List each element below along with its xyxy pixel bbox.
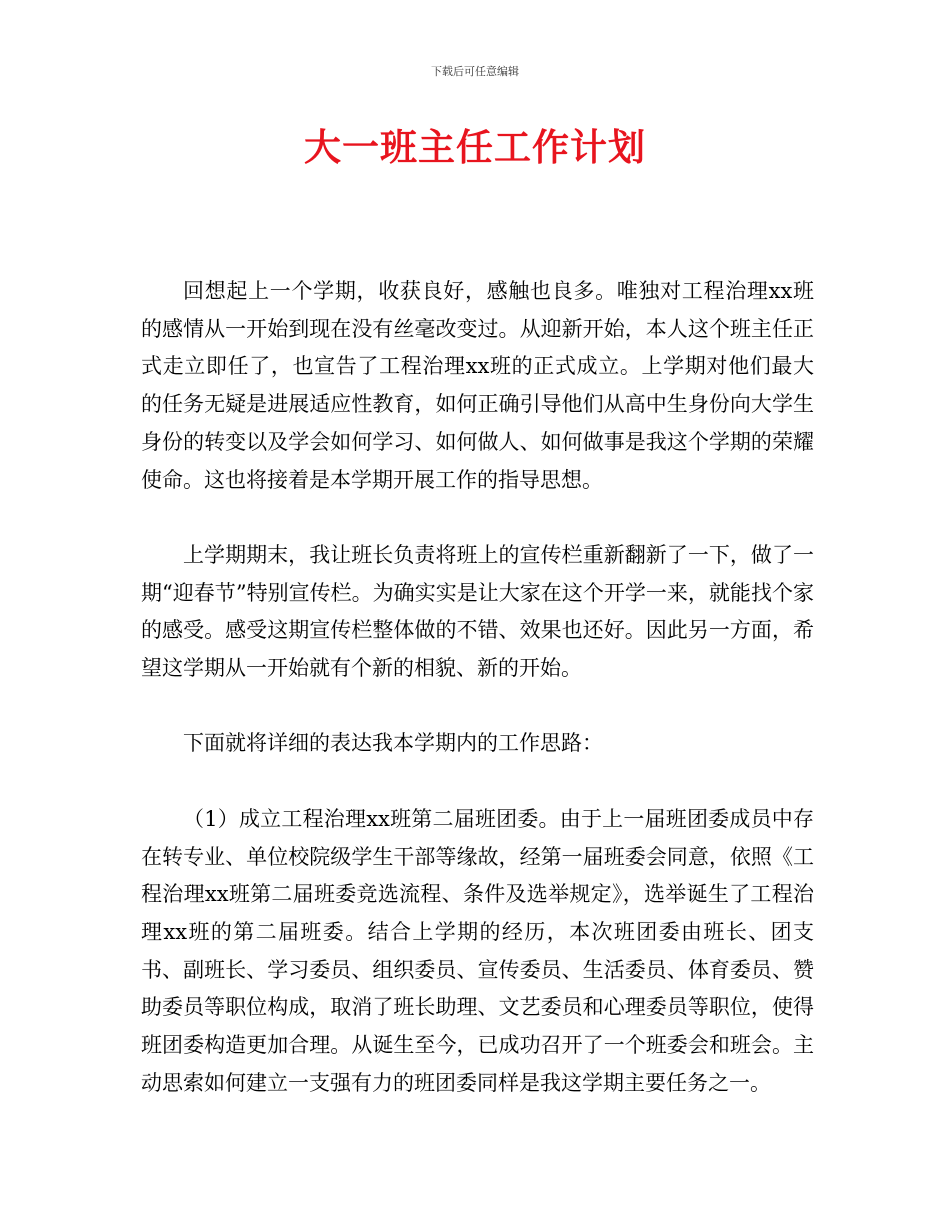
- paragraph-item-1: （1）成立工程治理xx班第二届班团委。由于上一届班团委成员中存在转专业、单位校院级学生干部等缘故，经第一届班委会同意，依照《工程治理xx班第二届班委竞选流程、条件及选举规定》，选举诞生了工程治理xx班的第二届班委。结合上学期的经历，本次班团委由班长、团支书、副班长、学习委员、组织委员、宣传委员、生活委员、体育委员、赞助委员等职位构成，取消了班长助理、文艺委员和心理委员等职位，使得班团委构造更加合理。从诞生至今，已成功召开了一个班委会和班会。主动思索如何建立一支强有力的班团委同样是我这学期主要任务之一。: [141, 806, 814, 1095]
- paragraph-intro: 下面就将详细的表达我本学期内的工作思路：: [183, 731, 603, 756]
- document-title: 大一班主任工作计划: [304, 126, 646, 169]
- paragraph-bulletin-board: 上学期期末，我让班长负责将班上的宣传栏重新翻新了一下，做了一期“迎春节”特别宣传栏。为确实实是让大家在这个开学一来，就能找个家的感受。感受这期宣传栏整体做的不错、效果也还好。因此另一方面，希望这学期从一开始就有个新的相貌、新的开始。: [141, 542, 814, 681]
- paragraph-review: 回想起上一个学期，收获良好，感触也良多。唯独对工程治理xx班的感情从一开始到现在没有丝毫改变过。从迎新开始，本人这个班主任正式走立即任了，也宣告了工程治理xx班的正式成立。上学期对他们最大的任务无疑是进展适应性教育，如何正确引导他们从高中生身份向大学生身份的转变以及学会如何学习、如何做人、如何做事是我这个学期的荣耀使命。这也将接着是本学期开展工作的指导思想。: [141, 279, 814, 492]
- header-note: 下载后可任意编辑: [431, 65, 519, 78]
- document-body: [141, 273, 814, 1102]
